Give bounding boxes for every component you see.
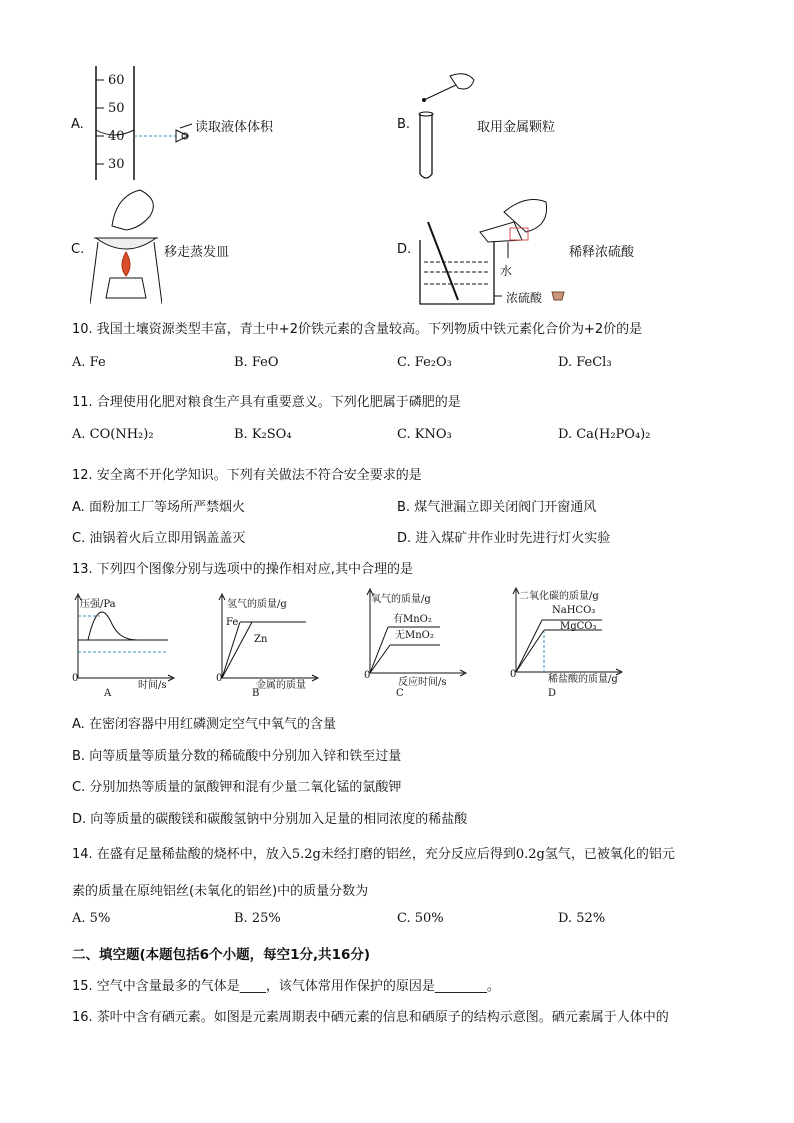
q12-option-a[interactable]: A. 面粉加工厂等场所严禁烟火 — [72, 500, 245, 515]
q12-option-c[interactable]: C. 油锅着火后立即用锅盖盖灭 — [72, 531, 246, 546]
graph-c-xlabel: 反应时间/s — [398, 677, 447, 688]
q10-stem: 10. 我国土壤资源类型丰富，青土中+2价铁元素的含量较高。下列物质中铁元素化合价为+2价的是 — [72, 322, 643, 337]
q16-stem: 16. 茶叶中含有硒元素。如图是元素周期表中硒元素的信息和硒原子的结构示意图。硒元素属于人体中的 — [72, 1010, 669, 1025]
graph-c-with-mno2: 有MnO₂ — [393, 614, 432, 625]
q14-option-a[interactable]: A. 5% — [72, 911, 111, 926]
option-c-letter: C. — [71, 242, 85, 257]
graph-c-ylabel: 氧气的质量/g — [371, 594, 431, 605]
graph-b-fe: Fe — [226, 617, 239, 628]
q14-option-d[interactable]: D. 52% — [558, 911, 606, 926]
tick-40: 40 — [108, 129, 125, 144]
q13-option-c[interactable]: C. 分别加热等质量的氯酸钾和混有少量二氧化锰的氯酸钾 — [72, 780, 402, 795]
test-tube-figure — [410, 66, 480, 184]
water-label: 水 — [500, 264, 513, 278]
graph-c-origin: 0 — [364, 670, 371, 681]
tick-50: 50 — [108, 101, 125, 116]
section-title: 二、填空题(本题包括6个小题，每空1分,共16分) — [72, 947, 371, 963]
option-c-label: 移走蒸发皿 — [164, 245, 230, 260]
q12-option-b[interactable]: B. 煤气泄漏立即关闭阀门开窗通风 — [397, 500, 597, 515]
q10-option-d[interactable]: D. FeCl₃ — [558, 355, 612, 370]
option-a-label: 读取液体体积 — [195, 120, 274, 135]
evaporating-dish-figure — [90, 186, 162, 308]
q11-option-b[interactable]: B. K₂SO₄ — [234, 427, 292, 442]
graph-c-without-mno2: 无MnO₂ — [395, 630, 434, 641]
q14-option-c[interactable]: C. 50% — [397, 911, 444, 926]
q15-blank-2[interactable]: ________ — [434, 979, 487, 994]
q13-stem: 13. 下列四个图像分别与选项中的操作相对应,其中合理的是 — [72, 562, 413, 577]
q14-option-b[interactable]: B. 25% — [234, 911, 281, 926]
q10-option-b[interactable]: B. FeO — [234, 355, 279, 370]
q11-option-a[interactable]: A. CO(NH₂)₂ — [72, 427, 154, 442]
q10-option-c[interactable]: C. Fe₂O₃ — [397, 355, 452, 370]
tick-30: 30 — [108, 157, 125, 172]
graph-a-letter: A — [104, 688, 112, 699]
q12-stem: 12. 安全离不开化学知识。下列有关做法不符合安全要求的是 — [72, 468, 422, 483]
q14-stem-line2: 素的质量在原纯铝丝(未氧化的铝丝)中的质量分数为 — [72, 884, 369, 899]
dilute-acid-figure — [414, 192, 570, 310]
q15-stem: 15. 空气中含量最多的气体是____，该气体常用作保护的原因是________。 — [72, 979, 500, 994]
q12-option-d[interactable]: D. 进入煤矿井作业时先进行灯火实验 — [397, 531, 611, 546]
q11-stem: 11. 合理使用化肥对粮食生产具有重要意义。下列化肥属于磷肥的是 — [72, 395, 461, 410]
graph-d-ylabel: 二氧化碳的质量/g — [519, 591, 599, 602]
graph-d-origin: 0 — [510, 669, 517, 680]
graph-a-origin: 0 — [72, 673, 79, 684]
option-a-letter: A. — [71, 117, 84, 132]
graph-c-letter: C — [396, 688, 404, 699]
q11-option-d[interactable]: D. Ca(H₂PO₄)₂ — [558, 427, 651, 442]
graph-d-letter: D — [548, 688, 557, 699]
q11-option-c[interactable]: C. KNO₃ — [397, 427, 452, 442]
graph-d-xlabel: 稀盐酸的质量/g — [548, 674, 618, 685]
acid-label: 浓硫酸 — [506, 291, 543, 305]
graph-b-xlabel: 金属的质量 — [256, 680, 306, 691]
cylinder-reading-figure — [88, 62, 208, 182]
graph-a-ylabel: 压强/Pa — [80, 599, 116, 610]
q13-option-b[interactable]: B. 向等质量等质量分数的稀硫酸中分别加入锌和铁至过量 — [72, 749, 402, 764]
option-d-label: 稀释浓硫酸 — [569, 245, 635, 260]
graph-d-nahco3: NaHCO₃ — [552, 605, 596, 616]
option-b-letter: B. — [397, 117, 411, 132]
q14-stem-line1: 14. 在盛有足量稀盐酸的烧杯中，放入5.2g未经打磨的铝丝，充分反应后得到0.2g氢气，已被氧化的铝元 — [72, 847, 675, 862]
graph-b-origin: 0 — [216, 673, 223, 684]
graph-b-zn: Zn — [254, 634, 268, 645]
option-b-label: 取用金属颗粒 — [477, 120, 556, 135]
graph-b-letter: B — [252, 688, 260, 699]
q13-option-d[interactable]: D. 向等质量的碳酸镁和碳酸氢钠中分别加入足量的相同浓度的稀盐酸 — [72, 812, 468, 827]
q10-option-a[interactable]: A. Fe — [72, 355, 106, 370]
q15-blank-1[interactable]: ____ — [239, 979, 266, 994]
q13-option-a[interactable]: A. 在密闭容器中用红磷测定空气中氧气的含量 — [72, 717, 336, 732]
graph-d-mgco3: MgCO₃ — [560, 621, 597, 632]
graph-b-ylabel: 氢气的质量/g — [227, 599, 287, 610]
tick-60: 60 — [108, 73, 125, 88]
graph-a-xlabel: 时间/s — [138, 680, 167, 691]
option-d-letter: D. — [397, 242, 412, 257]
